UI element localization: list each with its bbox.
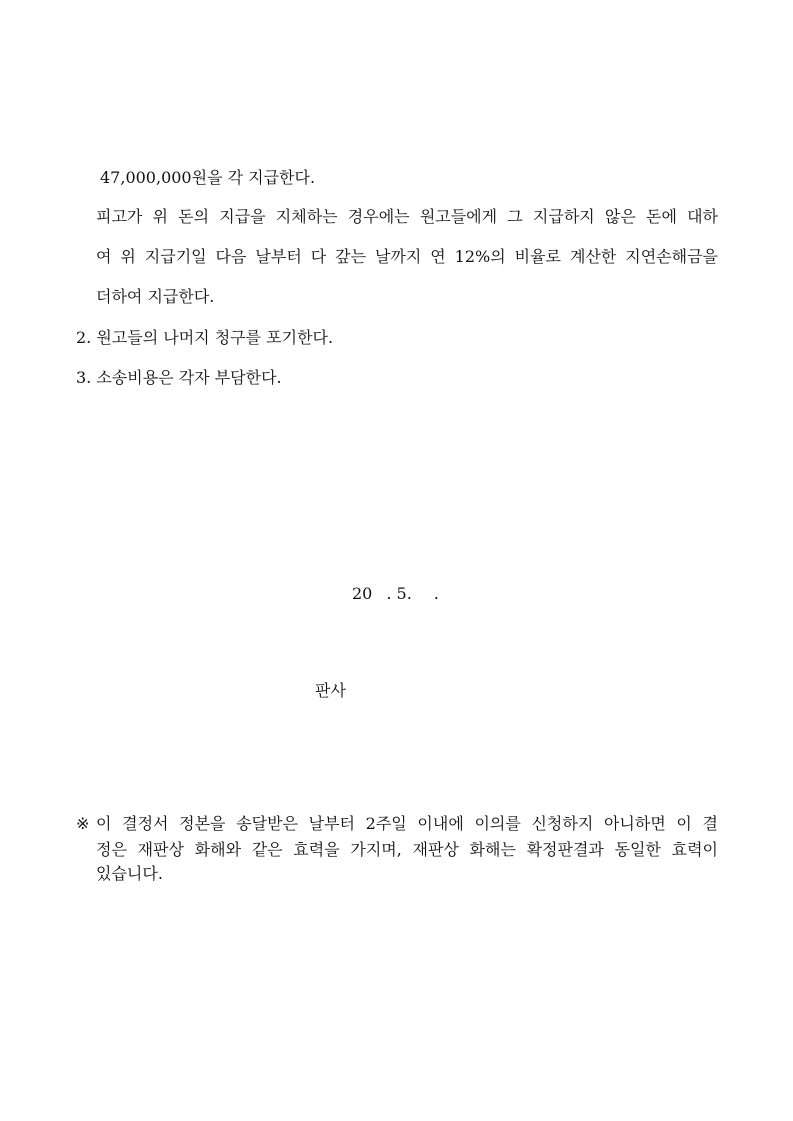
- interest-line-2: 여 위 지급기일 다음 날부터 다 갚는 날까지 연 12%의 비율로 계산한 지연손해금을: [96, 247, 718, 266]
- date-month: . 5.: [386, 584, 412, 603]
- decision-item-2: 2. 원고들의 나머지 청구를 포기한다.: [76, 328, 334, 347]
- interest-line-1: 피고가 위 돈의 지급을 지체하는 경우에는 원고들에게 그 지급하지 않은 돈에 대하: [96, 207, 718, 226]
- decision-item-3: 3. 소송비용은 각자 부담한다.: [76, 368, 282, 387]
- date-year: 20: [352, 584, 373, 603]
- amount-line: 47,000,000원을 각 지급한다.: [100, 168, 316, 187]
- notice-line-1: [76, 813, 718, 835]
- date-day: .: [433, 584, 439, 603]
- notice-line-2: 정은 재판상 화해와 같은 효력을 가지며, 재판상 화해는 확정판결과 동일한 효력이: [96, 840, 718, 859]
- judge-label: 판사: [315, 681, 346, 700]
- notice-mark: ※: [76, 814, 90, 833]
- notice-line-3: 있습니다.: [96, 864, 163, 883]
- notice-text-1: 이 결정서 정본을 송달받은 날부터 2주일 이내에 이의를 신청하지 아니하면 이 결: [96, 814, 718, 833]
- interest-line-3: 더하여 지급한다.: [96, 287, 215, 306]
- decision-date: [352, 583, 439, 605]
